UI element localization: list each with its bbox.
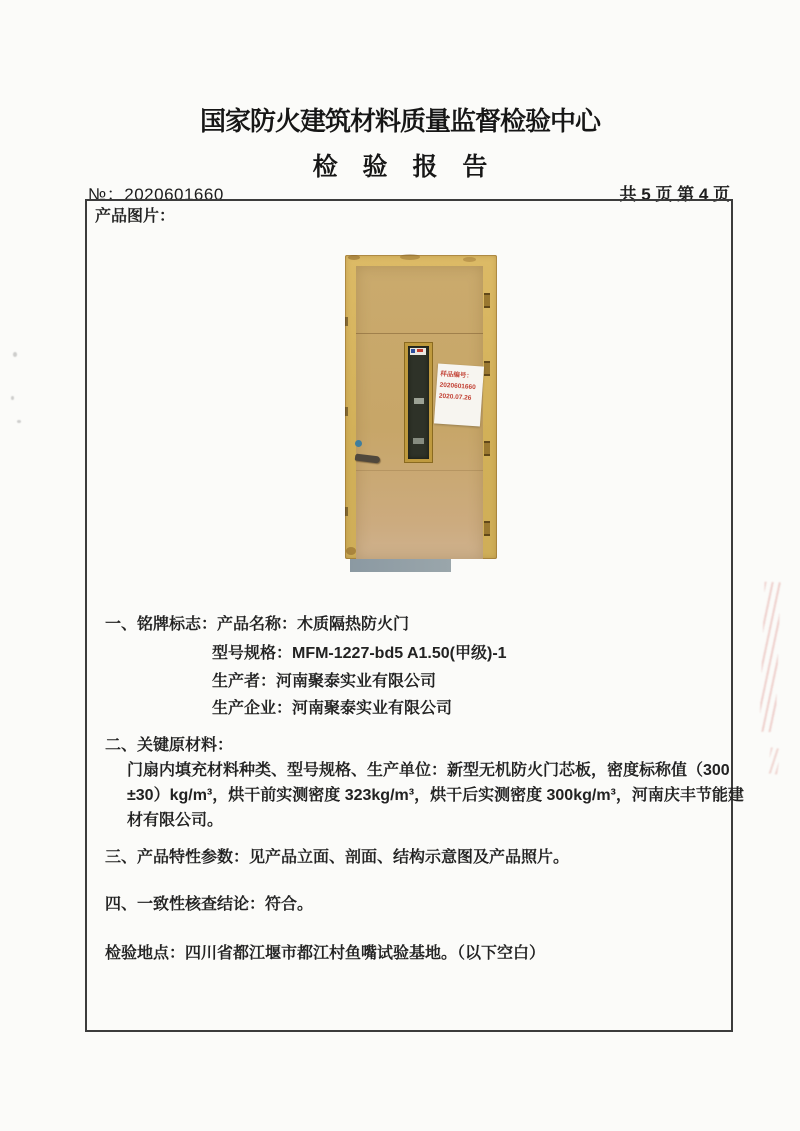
product-photo-label: 产品图片： bbox=[95, 208, 176, 225]
nameplate-model-spec: 型号规格：MFM-1227-bd5 A1.50(甲级)-1 bbox=[212, 645, 507, 662]
page-title: 国家防火建筑材料质量监督检验中心 bbox=[199, 106, 600, 136]
sample-tag-title: 样品编号： bbox=[440, 370, 474, 380]
vision-panel-glass bbox=[408, 346, 429, 459]
section-materials-title: 二、关键原材料： bbox=[105, 737, 234, 754]
glass-reflection bbox=[413, 438, 424, 444]
frame-stain bbox=[348, 255, 360, 260]
section-nameplate-heading-line bbox=[105, 611, 409, 634]
section-characteristics: 三、产品特性参数：见产品立面、剖面、结构示意图及产品照片。 bbox=[105, 849, 570, 866]
report-number-value: 2020601660 bbox=[124, 185, 224, 204]
door-hinge bbox=[484, 293, 490, 308]
lock-cylinder bbox=[355, 440, 362, 447]
nameplate-producer: 生产者：河南聚泰实业有限公司 bbox=[212, 673, 437, 690]
nameplate-manufacturer: 生产企业：河南聚泰实业有限公司 bbox=[212, 700, 453, 717]
report-content-box bbox=[85, 199, 744, 1032]
door-seam bbox=[356, 470, 483, 471]
scan-artifact bbox=[17, 420, 21, 423]
sticker-red-mark bbox=[417, 349, 423, 352]
frame-mark bbox=[345, 407, 348, 416]
scan-artifact bbox=[11, 396, 14, 400]
door-sill bbox=[350, 559, 451, 572]
product-photo bbox=[345, 255, 497, 572]
materials-line-1: 门扇内填充材料种类、型号规格、生产单位：新型无机防火门芯板，密度标称值（300 bbox=[127, 762, 730, 779]
edge-red-stamp-artifact bbox=[759, 582, 780, 732]
edge-red-stamp-artifact bbox=[767, 747, 781, 774]
door-hinge bbox=[484, 361, 490, 376]
sample-tag-number: 2020601660 bbox=[439, 381, 476, 392]
door-seam bbox=[356, 333, 483, 334]
sample-tag-date: 2020.07.26 bbox=[438, 392, 472, 402]
page-indicator: 共 5 页 第 4 页 bbox=[619, 185, 730, 204]
section-nameplate-title: 一、铭牌标志： bbox=[105, 616, 218, 633]
materials-line-3: 材有限公司。 bbox=[127, 812, 224, 829]
door-vision-panel bbox=[404, 342, 433, 463]
door-hinge bbox=[484, 441, 490, 456]
scan-artifact bbox=[13, 352, 17, 357]
door-hinge bbox=[484, 521, 490, 536]
glass-reflection bbox=[414, 398, 424, 404]
report-number-label: №： bbox=[88, 185, 125, 204]
frame-mark bbox=[345, 507, 348, 516]
sample-number-tag bbox=[434, 363, 484, 426]
frame-stain bbox=[346, 547, 356, 555]
report-subtitle: 检 验 报 告 bbox=[312, 153, 497, 181]
sticker-blue-mark bbox=[411, 349, 415, 353]
frame-mark bbox=[345, 317, 348, 326]
frame-stain bbox=[463, 257, 476, 262]
inspection-location: 检验地点：四川省都江堰市都江村鱼嘴试验基地。（以下空白） bbox=[105, 945, 546, 962]
section-consistency: 四、一致性核查结论：符合。 bbox=[105, 896, 314, 913]
frame-stain bbox=[400, 254, 420, 260]
materials-line-2: ±30）kg/m³，烘干前实测密度 323kg/m³，烘干后实测密度 300kg/m³，河南庆丰节能建 bbox=[127, 787, 744, 804]
nameplate-product-name: 产品名称：木质隔热防火门 bbox=[217, 616, 410, 633]
glass-sticker bbox=[410, 348, 426, 355]
